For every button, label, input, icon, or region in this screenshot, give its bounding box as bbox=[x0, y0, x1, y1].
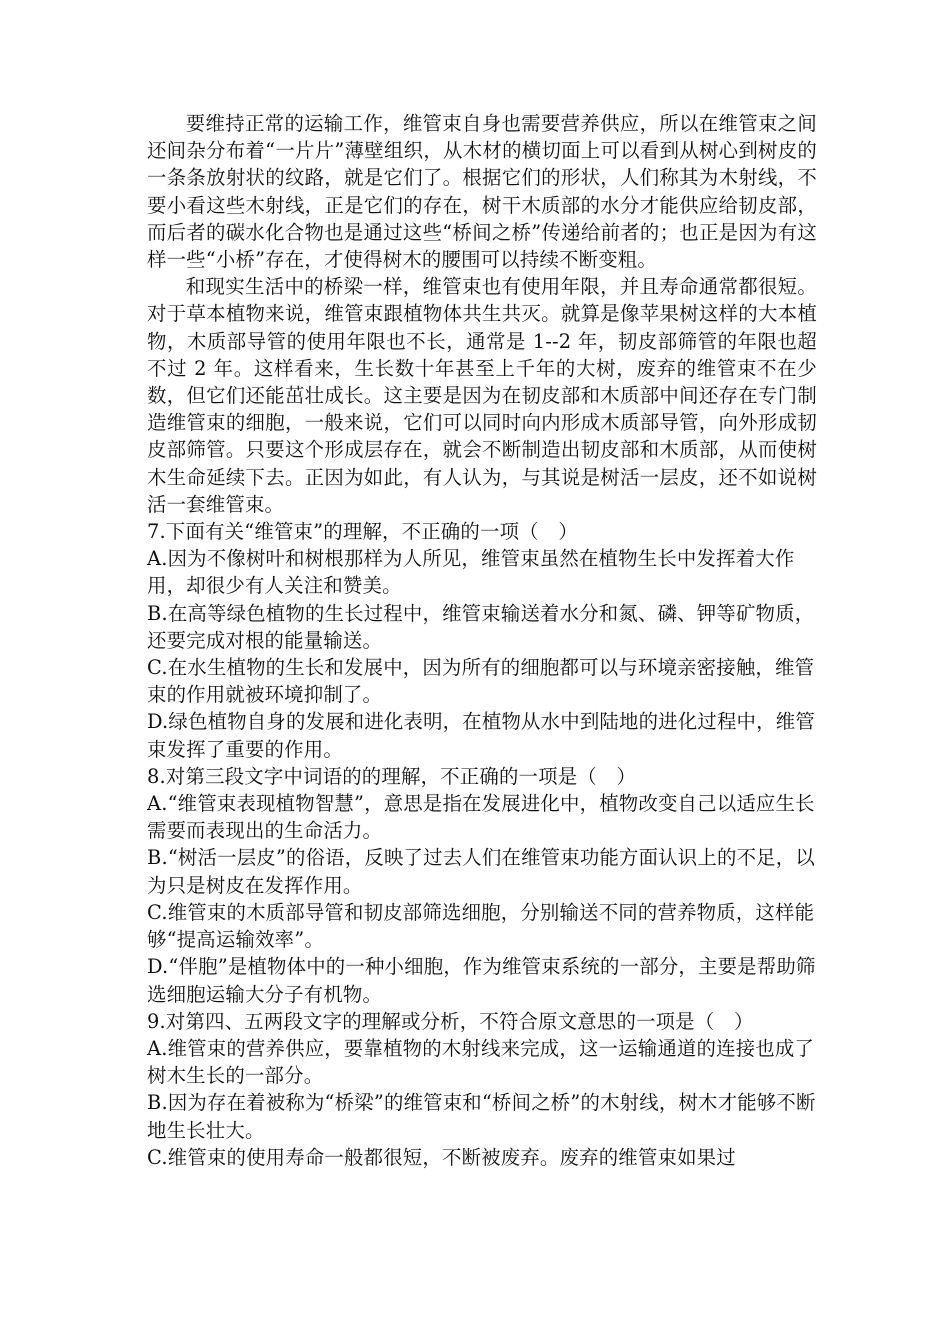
option-c: C.维管束的木质部导管和韧皮部筛选细胞，分别输送不同的营养物质，这样能够“提高运输效率”。 bbox=[147, 900, 815, 952]
option-c: C.维管束的使用寿命一般都很短，不断被废弃。废弃的维管束如果过 bbox=[147, 1145, 736, 1169]
question-8 bbox=[147, 763, 817, 1008]
question-stem: 7.下面有关“维管束”的理解，不正确的一项（ ） bbox=[147, 520, 578, 544]
paragraph-5: 和现实生活中的桥梁一样，维管束也有使用年限，并且寿命通常都很短。对于草本植物来说，维管束跟植物体共生共灭。就算是像苹果树这样的大本植物，木质部导管的使用年限也不长，通常是 1--2 年，韧皮部筛管的年限也超不过 2 年。这样看来，生长数十年甚至上千年的大树，废弃的维管束不在少数，但它们还能茁壮成长。这主要是因为在韧皮部和木质部中间还存在专门制造维管束的细胞，一般来说，它们可以同时向内形成木质部导管，向外形成韧皮部筛管。只要这个形成层存在，就会不断制造出韧皮部和木质部，从而使树木生命延续下去。正因为如此，有人认为，与其说是树活一层皮，还不如说树活一套维管束。 bbox=[147, 275, 817, 516]
option-a: A.维管束的营养供应，要靠植物的木射线来完成，这一运输通道的连接也成了树木生长的一部分。 bbox=[147, 1036, 815, 1088]
option-a: A.因为不像树叶和树根那样为人所见，维管束虽然在植物生长中发挥着大作用，却很少有人关注和赞美。 bbox=[147, 547, 795, 598]
option-b: B.因为存在着被称为“桥梁”的维管束和“桥间之桥”的木射线，树木才能够不断地生长壮大。 bbox=[147, 1091, 816, 1142]
option-d: D.绿色植物自身的发展和进化表明，在植物从水中到陆地的进化过程中，维管束发挥了重要的作用。 bbox=[147, 710, 815, 761]
question-stem: 8.对第三段文字中词语的的理解，不正确的一项是（ ） bbox=[147, 764, 637, 788]
option-a: A.“维管束表现植物智慧”，意思是指在发展进化中，植物改变自己以适应生长需要而表现出的生命活力。 bbox=[147, 792, 815, 843]
option-b: B.在高等绿色植物的生长过程中，维管束输送着水分和氮、磷、钾等矿物质，还要完成对根的能量输送。 bbox=[147, 601, 815, 652]
document-page bbox=[147, 110, 817, 1171]
paragraph-4: 要维持正常的运输工作，维管束自身也需要营养供应，所以在维管束之间还间杂分布着“一片片”薄壁组织，从木材的横切面上可以看到从树心到树皮的一条条放射状的纹路，就是它们了。根据它们的形状，人们称其为木射线，不要小看这些木射线，正是它们的存在，树干木质部的水分才能供应给韧皮部，而后者的碳水化合物也是通过这些“桥间之桥”传递给前者的；也正是因为有这样一些“小桥”存在，才使得树木的腰围可以持续不断变粗。 bbox=[147, 112, 817, 272]
option-d: D.“伴胞”是植物体中的一种小细胞，作为维管束系统的一部分，主要是帮助筛选细胞运输大分子有机物。 bbox=[147, 955, 816, 1006]
option-c: C.在水生植物的生长和发展中，因为所有的细胞都可以与环境亲密接触，维管束的作用就被环境抑制了。 bbox=[147, 656, 815, 707]
question-7 bbox=[147, 518, 817, 763]
question-stem: 9.对第四、五两段文字的理解或分析，不符合原文意思的一项是（ ） bbox=[147, 1009, 754, 1033]
option-b: B.“树活一层皮”的俗语，反映了过去人们在维管束功能方面认识上的不足，以为只是树皮在发挥作用。 bbox=[147, 846, 815, 897]
question-9 bbox=[147, 1008, 817, 1171]
